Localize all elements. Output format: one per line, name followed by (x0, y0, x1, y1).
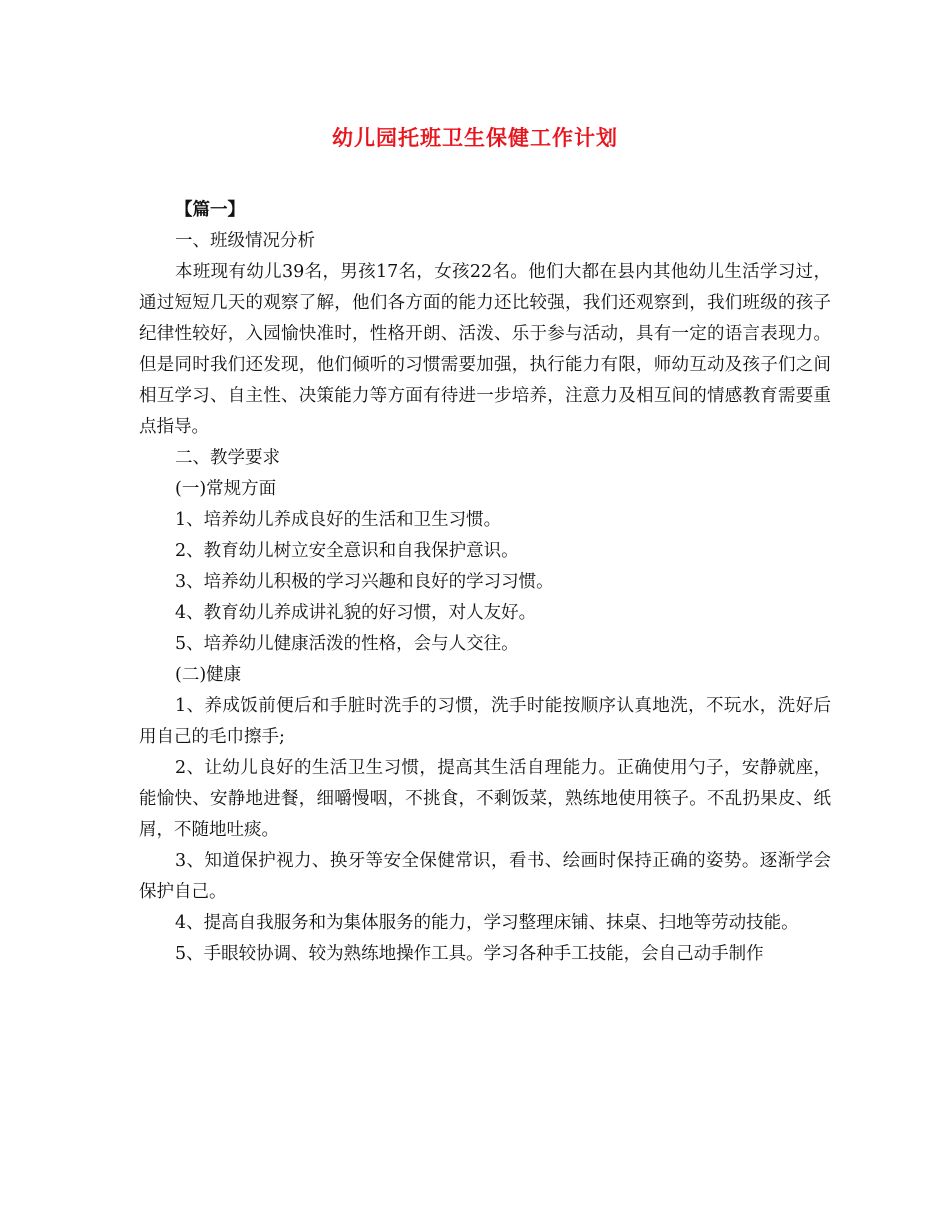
paragraph-class-analysis: 本班现有幼儿39名，男孩17名，女孩22名。他们大都在县内其他幼儿生活学习过，通过短短几天的观察了解，他们各方面的能力还比较强，我们还观察到，我们班级的孩子纪律性较好，入园愉快准时，性格开朗、活泼、乐于参与活动，具有一定的语言表现力。但是同时我们还发现，他们倾听的习惯需要加强，执行能力有限，师幼互动及孩子们之间相互学习、自主性、决策能力等方面有待进一步培养，注意力及相互间的情感教育需要重点指导。 (139, 262, 831, 437)
list-item: 3、知道保护视力、换牙等安全保健常识，看书、绘画时保持正确的姿势。逐渐学会保护自己。 (139, 851, 831, 902)
section-heading: 【篇一】 (175, 200, 245, 220)
list-item: 1、培养幼儿养成良好的生活和卫生习惯。 (175, 510, 502, 530)
heading-teaching-requirements: 二、教学要求 (175, 448, 280, 468)
list-item: 2、让幼儿良好的生活卫生习惯，提高其生活自理能力。正确使用勺子，安静就座，能愉快、安静地进餐，细嚼慢咽，不挑食，不剩饭菜，熟练地使用筷子。不乱扔果皮、纸屑，不随地吐痰。 (139, 758, 831, 840)
list-item: 5、手眼较协调、较为熟练地操作工具。学习各种手工技能，会自己动手制作 (175, 944, 764, 964)
list-item: 5、培养幼儿健康活泼的性格，会与人交往。 (175, 634, 519, 654)
list-item: 4、教育幼儿养成讲礼貌的好习惯，对人友好。 (175, 603, 537, 623)
subheading-routine: (一)常规方面 (175, 479, 277, 499)
document-title: 幼儿园托班卫生保健工作计划 (332, 125, 618, 150)
list-item: 3、培养幼儿积极的学习兴趣和良好的学习习惯。 (175, 572, 554, 592)
list-item: 4、提高自我服务和为集体服务的能力，学习整理床铺、抹桌、扫地等劳动技能。 (175, 913, 799, 933)
document-body (139, 195, 831, 970)
list-item: 2、教育幼儿树立安全意识和自我保护意识。 (175, 541, 519, 561)
heading-class-analysis: 一、班级情况分析 (175, 231, 315, 251)
list-item: 1、养成饭前便后和手脏时洗手的习惯，洗手时能按顺序认真地洗，不玩水，洗好后用自己的毛巾擦手; (139, 696, 831, 747)
subheading-health: (二)健康 (175, 665, 242, 685)
